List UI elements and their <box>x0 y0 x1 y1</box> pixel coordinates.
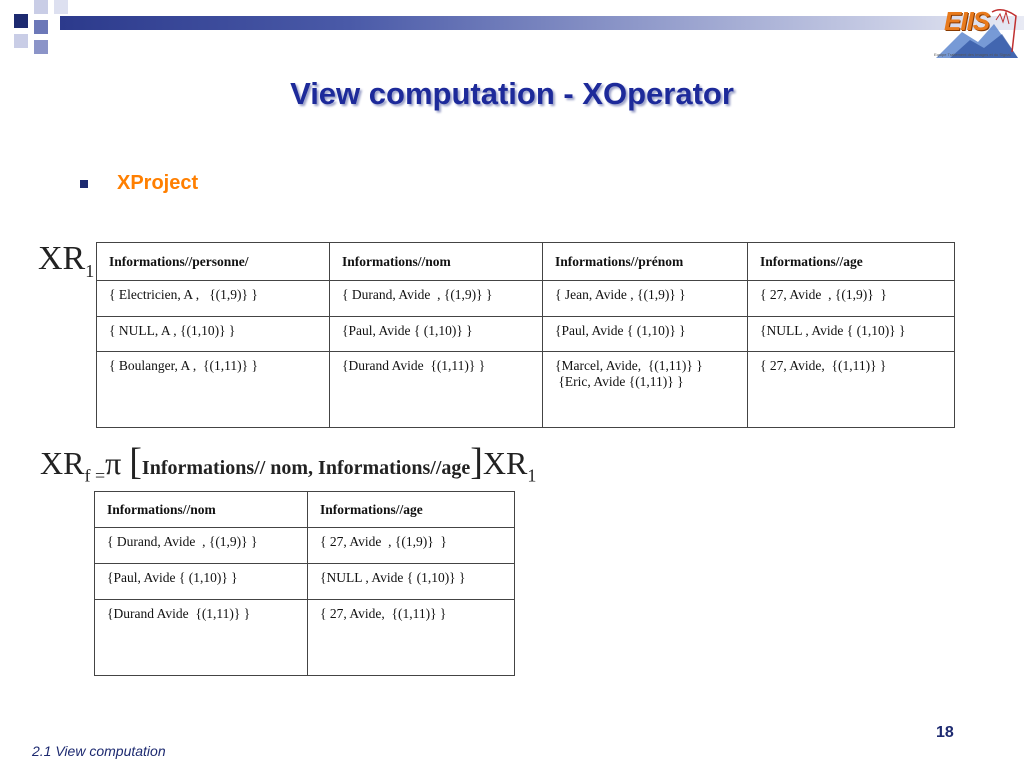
table-header-cell: Informations//personne/ <box>97 243 330 281</box>
xr1-label <box>38 240 94 282</box>
corner-square-6 <box>54 0 68 14</box>
table-cell: { Boulanger, A , {(1,11)} } <box>97 352 330 428</box>
footer-section-label: 2.1 View computation <box>32 743 166 759</box>
logo-text: EIIS <box>944 6 990 36</box>
bullet-label: XProject <box>117 172 199 194</box>
table-header-cell: Informations//age <box>308 492 515 528</box>
table-header-cell: Informations//prénom <box>543 243 748 281</box>
table-row <box>97 281 955 317</box>
formula-rhs-base: XR <box>482 445 528 481</box>
table-row <box>95 528 515 564</box>
xr1-base: XR <box>38 240 86 277</box>
table-cell: {NULL , Avide { (1,10)} } <box>308 564 515 600</box>
page-number: 18 <box>936 724 954 741</box>
formula-rhs-sub: 1 <box>527 465 537 486</box>
projection-formula <box>40 440 536 486</box>
table-cell: {Durand Avide {(1,11)} } <box>95 600 308 676</box>
corner-square-1 <box>14 14 28 28</box>
corner-square-3 <box>34 20 48 34</box>
eiis-logo <box>932 2 1020 64</box>
bullet-square-icon <box>80 180 88 188</box>
slide-title: View computation - XOperator <box>290 76 734 111</box>
table-cell: {Durand Avide {(1,11)} } <box>330 352 543 428</box>
table-cell: {Marcel, Avide, {(1,11)} } {Eric, Avide {(1,11)} } <box>543 352 748 428</box>
formula-pi: π <box>105 445 122 481</box>
formula-lhs-base: XR <box>40 445 85 481</box>
table-cell: { 27, Avide, {(1,11)} } <box>308 600 515 676</box>
table-cell: { Jean, Avide , {(1,9)} } <box>543 281 748 317</box>
formula-open-bracket: [ <box>129 441 142 483</box>
table-header-cell: Informations//age <box>748 243 955 281</box>
table-cell: { NULL, A , {(1,10)} } <box>97 317 330 352</box>
table-cell: { 27, Avide, {(1,11)} } <box>748 352 955 428</box>
header-gradient-bar <box>60 16 1024 30</box>
xrf-table <box>94 491 515 676</box>
table-header-row <box>95 492 515 528</box>
table-cell: {NULL , Avide { (1,10)} } <box>748 317 955 352</box>
table-row <box>97 317 955 352</box>
table-row <box>95 564 515 600</box>
formula-lhs-sub: f = <box>84 465 106 486</box>
table-cell: {Paul, Avide { (1,10)} } <box>95 564 308 600</box>
table-cell: {Paul, Avide { (1,10)} } <box>543 317 748 352</box>
table-cell: { Durand, Avide , {(1,9)} } <box>330 281 543 317</box>
table-header-cell: Informations//nom <box>95 492 308 528</box>
xr1-table <box>96 242 955 428</box>
table-cell: { 27, Avide , {(1,9)} } <box>748 281 955 317</box>
corner-square-2 <box>34 0 48 14</box>
formula-close-bracket: ] <box>470 441 483 483</box>
table-cell: {Paul, Avide { (1,10)} } <box>330 317 543 352</box>
table-row <box>97 352 955 428</box>
logo-caption: Equipe Traitement des Images et du Signal <box>934 52 1011 57</box>
table-cell: { 27, Avide , {(1,9)} } <box>308 528 515 564</box>
table-row <box>95 600 515 676</box>
formula-inner: Informations// nom, Informations//age <box>141 457 471 479</box>
table-cell: { Electricien, A , {(1,9)} } <box>97 281 330 317</box>
table-header-cell: Informations//nom <box>330 243 543 281</box>
table-header-row <box>97 243 955 281</box>
xr1-sub: 1 <box>85 260 95 281</box>
table-cell: { Durand, Avide , {(1,9)} } <box>95 528 308 564</box>
corner-square-4 <box>14 34 28 48</box>
corner-square-5 <box>34 40 48 54</box>
